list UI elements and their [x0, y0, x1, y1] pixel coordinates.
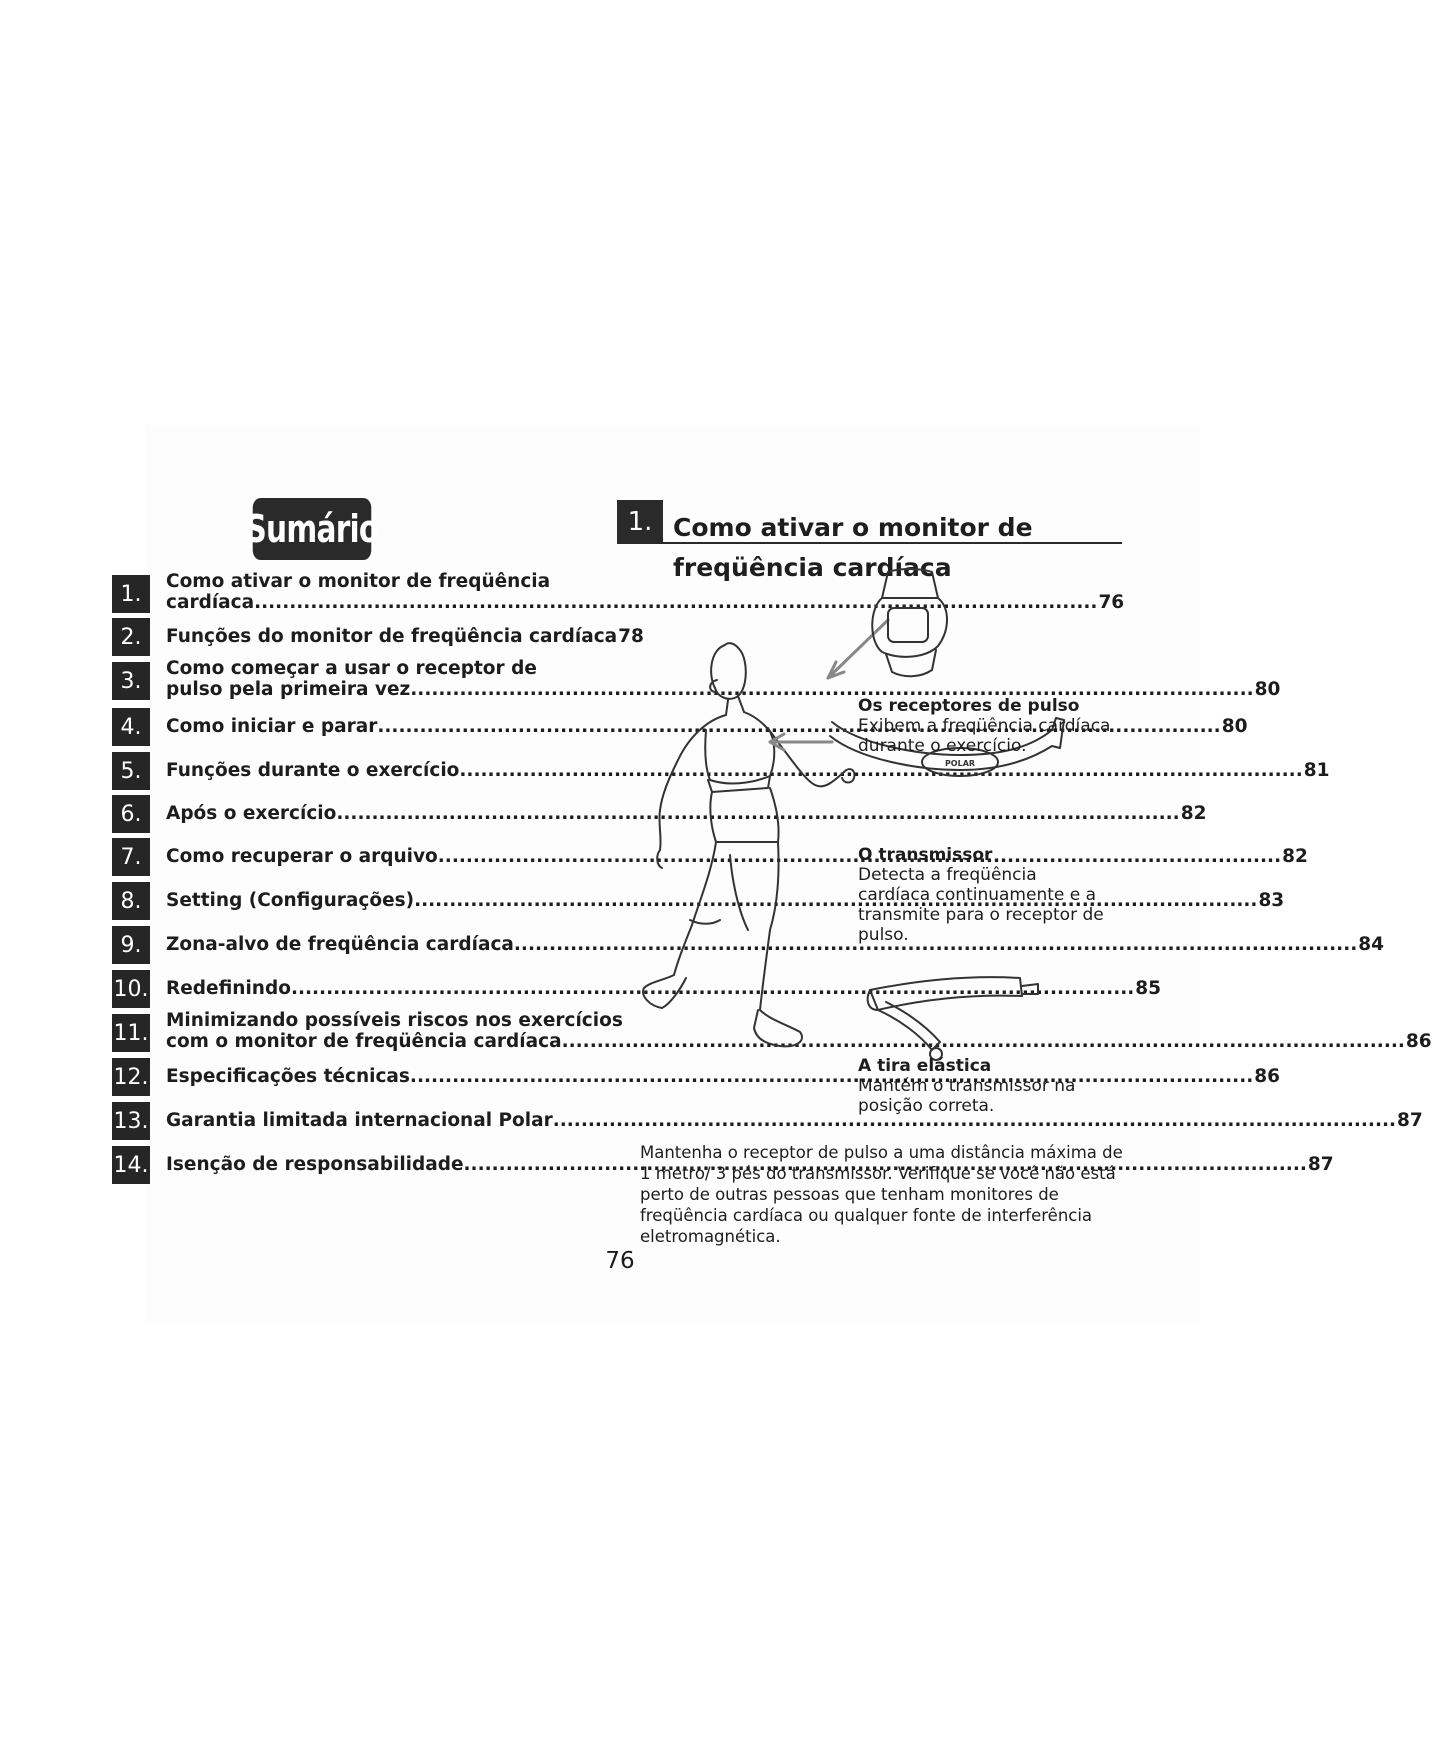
toc-page-number: 87 [1397, 1110, 1423, 1131]
toc-entry [166, 658, 1281, 700]
toc-entry-label: Zona-alvo de freqüência cardíaca [166, 934, 514, 955]
toc-entry-label: Funções do monitor de freqüência cardíaca [166, 626, 618, 647]
toc-number: 1. [112, 575, 150, 613]
toc-number: 8. [112, 882, 150, 920]
toc-number: 7. [112, 838, 150, 876]
caption-receiver-title: Os receptores de pulso [858, 696, 1080, 716]
caption-transmitter-title: O transmissor [858, 845, 993, 865]
toc-page-number: 80 [1221, 716, 1248, 737]
toc-entry [166, 626, 644, 647]
toc-number: 14. [112, 1146, 150, 1184]
toc-page-number: 81 [1303, 760, 1330, 781]
toc-entry-label: Garantia limitada internacional Polar [166, 1110, 553, 1131]
section-title: Como ativar o monitor de freqüência cardíaca [673, 513, 1033, 582]
page-number: 76 [605, 1248, 635, 1274]
toc-number: 13. [112, 1102, 150, 1140]
caption-transmitter-body: Detecta a freqüência cardíaca continuamente e a transmite para o receptor de pulso. [858, 865, 1104, 945]
toc-page-number: 82 [1180, 803, 1207, 824]
toc-page-number: 83 [1258, 890, 1285, 911]
toc-entry-label: Após o exercício [166, 803, 337, 824]
toc-entry-label: Funções durante o exercício [166, 760, 460, 781]
toc-entry-line: Como começar a usar o receptor de [166, 658, 537, 679]
caption-receiver-body: Exibem a freqüência cardíaca durante o exercício. [858, 716, 1111, 756]
toc-page-number: 78 [618, 626, 644, 647]
toc-entry [166, 1010, 1432, 1052]
toc-page-number: 87 [1307, 1154, 1334, 1175]
toc-entry-label: Especificações técnicas [166, 1066, 410, 1087]
caption-transmitter [858, 845, 1113, 945]
toc-entry [166, 934, 1384, 955]
toc-number: 6. [112, 795, 150, 833]
toc-page-number: 86 [1254, 1066, 1281, 1087]
toc-entry-label: Como recuperar o arquivo [166, 846, 438, 867]
toc-entry-label: Como iniciar e parar [166, 716, 378, 737]
toc-number: 3. [112, 662, 150, 700]
toc-entry-label: Setting (Configurações) [166, 890, 415, 911]
section-number: 1. [617, 500, 663, 544]
toc-page-number: 85 [1135, 978, 1162, 999]
walking-woman-illustration [643, 643, 854, 1046]
bottom-note: Mantenha o receptor de pulso a uma distância máxima de 1 metro/ 3 pés do transmissor. Verifique se você não está perto de outras pessoas que tenham monitores de freqüência cardíaca ou qualquer fonte de interferência eletromagnética. [640, 1143, 1123, 1246]
toc-entry-label: Redefinindo [166, 978, 291, 999]
toc-entry [166, 571, 1125, 613]
toc-entry [166, 803, 1207, 824]
toc-entry-line: Minimizando possíveis riscos nos exercícios [166, 1010, 623, 1031]
toc-number: 12. [112, 1058, 150, 1096]
caption-strap [858, 1056, 1088, 1116]
toc-page-number: 80 [1254, 679, 1281, 700]
toc-number: 5. [112, 752, 150, 790]
toc-entry-label: com o monitor de freqüência cardíaca [166, 1031, 562, 1052]
toc-number: 9. [112, 926, 150, 964]
toc-entry-label: Isenção de responsabilidade [166, 1154, 464, 1175]
toc-number: 4. [112, 708, 150, 746]
toc-entry [166, 1110, 1423, 1131]
toc-page-number: 82 [1282, 846, 1308, 867]
caption-strap-title: A tira elástica [858, 1056, 992, 1076]
toc-page-number: 76 [1098, 592, 1125, 613]
toc-number: 2. [112, 618, 150, 656]
transmitter-logo: POLAR [944, 759, 976, 768]
toc-entry [166, 890, 1285, 911]
toc-number: 11. [112, 1014, 150, 1052]
caption-receiver [858, 696, 1118, 756]
toc-title: Sumário [253, 498, 372, 560]
toc-entry [166, 1154, 1334, 1175]
elastic-strap-icon [868, 977, 1038, 1060]
toc-entry [166, 978, 1162, 999]
toc-page-number: 84 [1358, 934, 1384, 955]
toc-page-number: 86 [1405, 1031, 1432, 1052]
toc-entry-label: pulso pela primeira vez [166, 679, 411, 700]
caption-strap-body: Mantém o transmissor na posição correta. [858, 1076, 1076, 1116]
toc-entry-label: cardíaca [166, 592, 255, 613]
toc-entry-line: Como ativar o monitor de freqüência [166, 571, 551, 592]
toc-number: 10. [112, 970, 150, 1008]
